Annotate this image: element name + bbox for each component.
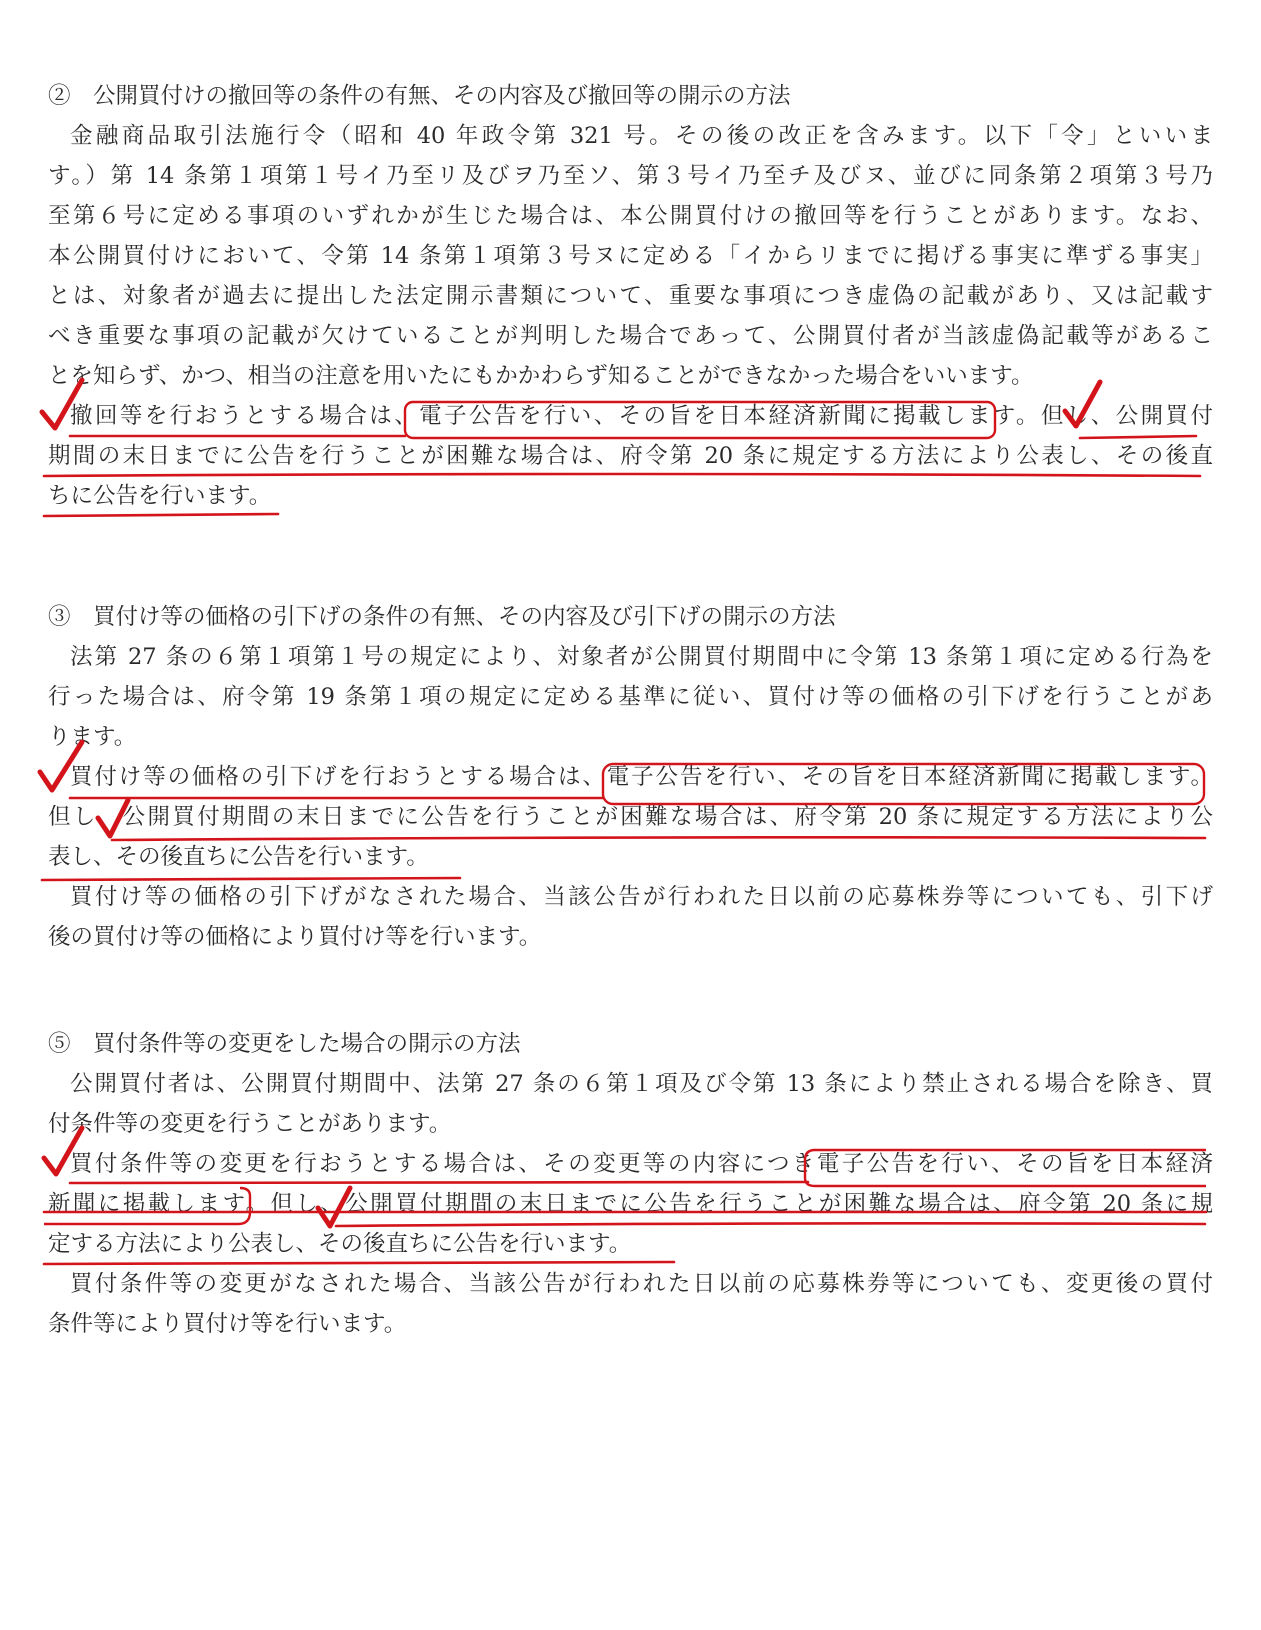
section-3-line: 買付け等の価格の引下げがなされた場合、当該公告が行われた日以前の応募株券等についても、引下げ (70, 884, 1213, 910)
section-3-line: 行った場合は、府令第 19 条第１項の規定に定める基準に従い、買付け等の価格の引下げを行うことがあ (48, 684, 1213, 710)
section-5-annotated-line: 新聞に掲載します。但し、公開買付期間の末日までに公告を行うことが困難な場合は、府令第 20 条に規 (48, 1191, 1213, 1217)
section-5-line: 公開買付者は、公開買付期間中、法第 27 条の６第１項及び令第 13 条により禁止される場合を除き、買 (70, 1071, 1213, 1097)
section-3-annotated-line: 但し、公開買付期間の末日までに公告を行うことが困難な場合は、府令第 20 条に規定する方法により公 (48, 804, 1213, 830)
section-2-line: 本公開買付けにおいて、令第 14 条第１項第３号ヌに定める「イからリまでに掲げる事実に準ずる事実」 (48, 243, 1213, 269)
section-3-line: 後の買付け等の価格により買付け等を行います。 (48, 924, 542, 950)
section-2-line: す。）第 14 条第１項第１号イ乃至リ及びヲ乃至ソ、第３号イ乃至チ及びヌ、並びに同条第２項第３号乃 (48, 163, 1213, 189)
section-3-line: ります。 (48, 724, 137, 750)
section-2-annotated-line: 撤回等を行おうとする場合は、電子公告を行い、その旨を日本経済新聞に掲載します。但し、公開買付 (70, 403, 1213, 429)
section-5-line: 条件等により買付け等を行います。 (48, 1311, 407, 1337)
section-2-annotated-line: ちに公告を行います。 (48, 483, 272, 509)
section-3-line: 法第 27 条の６第１項第１号の規定により、対象者が公開買付期間中に令第 13 条第１項に定める行為を (70, 644, 1213, 670)
section-2-line: べき重要な事項の記載が欠けていることが判明した場合であって、公開買付者が当該虚偽記載等があるこ (48, 323, 1213, 349)
section-3-annotated-line: 表し、その後直ちに公告を行います。 (48, 844, 429, 870)
section-3-heading: ③ 買付け等の価格の引下げの条件の有無、その内容及び引下げの開示の方法 (48, 604, 836, 630)
section-3-annotated-line: 買付け等の価格の引下げを行おうとする場合は、電子公告を行い、その旨を日本経済新聞に掲載します。 (70, 764, 1213, 790)
section-5-line: 付条件等の変更を行うことがあります。 (48, 1111, 452, 1137)
section-5-annotated-line: 買付条件等の変更を行おうとする場合は、その変更等の内容につき電子公告を行い、その旨を日本経済 (70, 1151, 1213, 1177)
section-2-heading: ② 公開買付けの撤回等の条件の有無、その内容及び撤回等の開示の方法 (48, 83, 791, 109)
section-2-annotated-line: 期間の末日までに公告を行うことが困難な場合は、府令第 20 条に規定する方法により公表し、その後直 (48, 443, 1213, 469)
section-5-line: 買付条件等の変更がなされた場合、当該公告が行われた日以前の応募株券等についても、変更後の買付 (70, 1271, 1213, 1297)
section-5-annotated-line: 定する方法により公表し、その後直ちに公告を行います。 (48, 1231, 632, 1257)
section-2-line: とを知らず、かつ、相当の注意を用いたにもかかわらず知ることができなかった場合をいいます。 (48, 363, 1034, 389)
section-2-line: 金融商品取引法施行令（昭和 40 年政令第 321 号。その後の改正を含みます。以下「令」といいま (70, 123, 1213, 149)
section-2-line: 至第６号に定める事項のいずれかが生じた場合は、本公開買付けの撤回等を行うことがあります。なお、 (48, 203, 1213, 229)
section-5-heading: ⑤ 買付条件等の変更をした場合の開示の方法 (48, 1031, 521, 1057)
section-2-line: とは、対象者が過去に提出した法定開示書類について、重要な事項につき虚偽の記載があり、又は記載す (48, 283, 1213, 309)
